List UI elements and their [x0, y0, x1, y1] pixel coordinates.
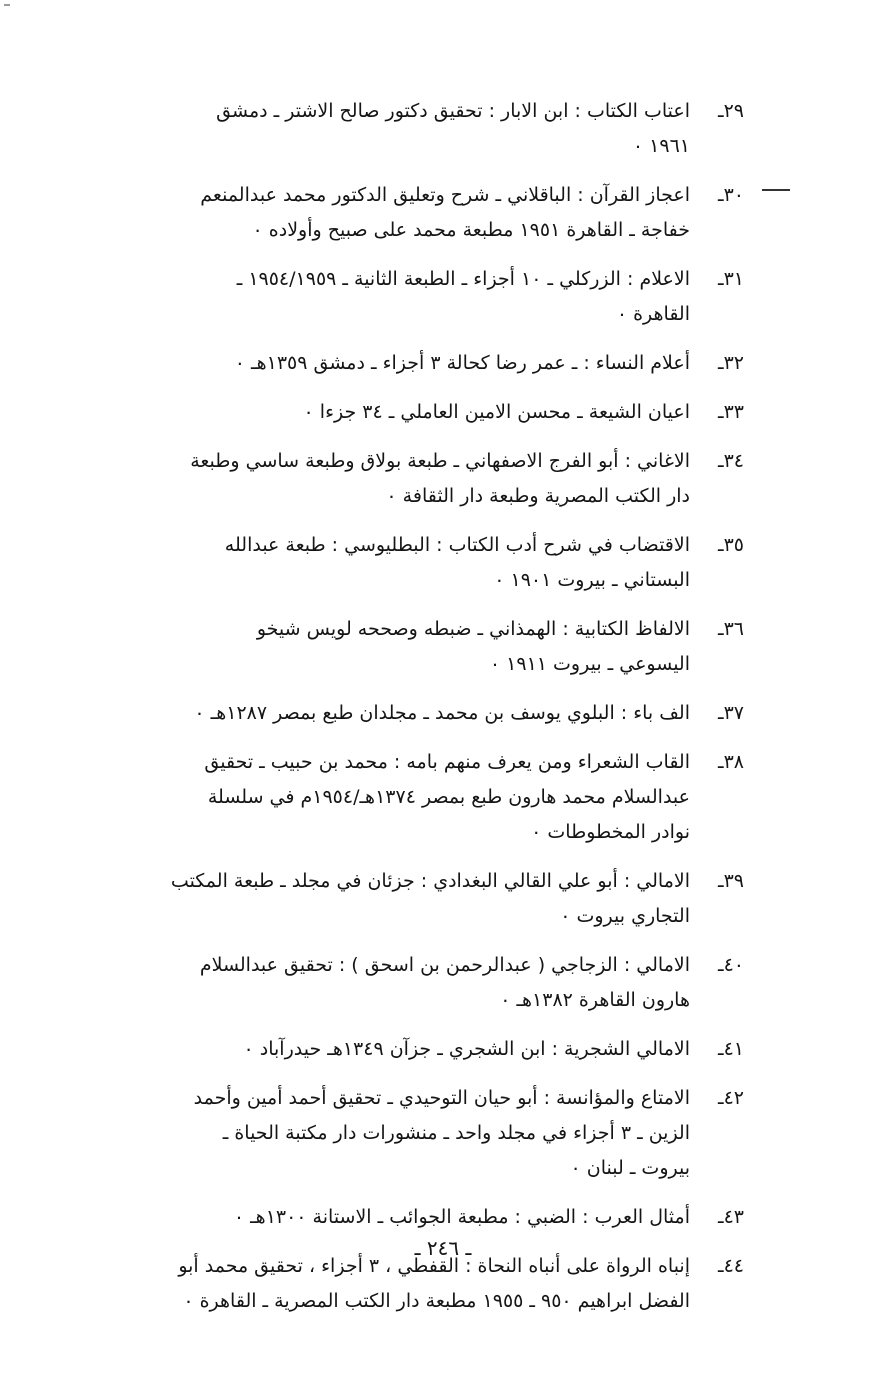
entry-line: اليسوعي ـ بيروت ١٩١١ ٠	[489, 653, 690, 675]
entry-number: ٣٢ـ	[718, 352, 744, 374]
bibliography-entry	[92, 528, 744, 598]
bibliography-entry	[92, 745, 744, 850]
scan-speck	[4, 4, 10, 6]
bibliography-entry	[92, 346, 744, 381]
bibliography-entry	[92, 696, 744, 731]
entry-line: القاب الشعراء ومن يعرف منهم بامه : محمد بن حبيب ـ تحقيق	[204, 751, 690, 773]
entry-text	[92, 864, 690, 934]
entry-line: هارون القاهرة ١٣٨٢هـ ٠	[500, 989, 690, 1011]
entry-line: أعلام النساء : ـ عمر رضا كحالة ٣ أجزاء ـ دمشق ١٣٥٩هـ ٠	[234, 352, 690, 374]
bibliography-entry	[92, 948, 744, 1018]
entry-number: ٣٩ـ	[718, 870, 744, 892]
entry-text	[92, 948, 690, 1018]
entry-text	[92, 612, 690, 682]
bibliography-entry	[92, 1032, 744, 1067]
entry-line: اعيان الشيعة ـ محسن الامين العاملي ـ ٣٤ جزءا ٠	[303, 401, 690, 423]
entry-line: التجاري بيروت ٠	[560, 905, 690, 927]
margin-mark	[762, 189, 790, 191]
entry-line: الامالي الشجرية : ابن الشجري ـ جزآن ١٣٤٩هـ حيدرآباد ٠	[243, 1038, 690, 1060]
entry-text	[92, 1081, 690, 1186]
bibliography-entry	[92, 444, 744, 514]
entry-number: ٤١ـ	[718, 1038, 744, 1060]
entry-line: الاعلام : الزركلي ـ ١٠ أجزاء ـ الطبعة الثانية ـ ١٩٥٤/١٩٥٩ ـ	[236, 268, 690, 290]
entry-line: الامتاع والمؤانسة : أبو حيان التوحيدي ـ تحقيق أحمد أمين وأحمد	[193, 1087, 690, 1109]
entry-line: دار الكتب المصرية وطبعة دار الثقافة ٠	[386, 485, 690, 507]
bibliography-entry	[92, 1200, 744, 1235]
entry-line: الفضل ابراهيم ٩٥٠ ـ ١٩٥٥ مطبعة دار الكتب المصرية ـ القاهرة ٠	[183, 1290, 690, 1312]
entry-text	[92, 444, 690, 514]
entry-line: أمثال العرب : الضبي : مطبعة الجوائب ـ الاستانة ١٣٠٠هـ ٠	[233, 1206, 690, 1228]
entry-line: بيروت ـ لبنان ٠	[570, 1157, 690, 1179]
entry-text	[92, 94, 690, 164]
entry-line: البستاني ـ بيروت ١٩٠١ ٠	[494, 569, 690, 591]
bibliography-list	[92, 94, 744, 1333]
entry-line: إنباه الرواة على أنباه النحاة : القفطي ، ٣ أجزاء ، تحقيق محمد أبو	[178, 1255, 690, 1277]
bibliography-entry	[92, 395, 744, 430]
entry-text	[92, 395, 690, 430]
entry-line: ١٩٦١ ٠	[632, 135, 690, 157]
entry-number: ٤٢ـ	[718, 1087, 744, 1109]
entry-line: عبدالسلام محمد هارون طبع بمصر ١٣٧٤هـ/١٩٥٤م في سلسلة	[207, 786, 690, 808]
bibliography-entry	[92, 178, 744, 248]
entry-line: نوادر المخطوطات ٠	[531, 821, 690, 843]
entry-line: الاقتضاب في شرح أدب الكتاب : البطليوسي : طبعة عبدالله	[224, 534, 690, 556]
entry-line: خفاجة ـ القاهرة ١٩٥١ مطبعة محمد على صبيح وأولاده ٠	[252, 219, 690, 241]
bibliography-entry	[92, 612, 744, 682]
entry-line: الامالي : أبو علي القالي البغدادي : جزئان في مجلد ـ طبعة المكتب	[170, 870, 690, 892]
entry-text	[92, 178, 690, 248]
entry-number: ٣٦ـ	[718, 618, 744, 640]
entry-line: الزين ـ ٣ أجزاء في مجلد واحد ـ منشورات دار مكتبة الحياة ـ	[222, 1122, 690, 1144]
entry-number: ٣٨ـ	[718, 751, 744, 773]
entry-text	[92, 346, 690, 381]
bibliography-entry	[92, 94, 744, 164]
entry-number: ٣٤ـ	[718, 450, 744, 472]
entry-text	[92, 1032, 690, 1067]
entry-text	[92, 528, 690, 598]
entry-number: ٤٣ـ	[718, 1206, 744, 1228]
entry-text	[92, 262, 690, 332]
entry-line: الالفاظ الكتابية : الهمذاني ـ ضبطه وصححه لويس شيخو	[256, 618, 690, 640]
entry-number: ٤٤ـ	[718, 1255, 744, 1277]
bibliography-entry	[92, 864, 744, 934]
entry-line: الاغاني : أبو الفرج الاصفهاني ـ طبعة بولاق وطبعة ساسي وطبعة	[190, 450, 690, 472]
entry-text	[92, 696, 690, 731]
entry-number: ٤٠ـ	[718, 954, 744, 976]
entry-line: اعتاب الكتاب : ابن الابار : تحقيق دكتور صالح الاشتر ـ دمشق	[216, 100, 690, 122]
entry-text	[92, 1200, 690, 1235]
entry-line: الامالي : الزجاجي ( عبدالرحمن بن اسحق ) : تحقيق عبدالسلام	[199, 954, 690, 976]
entry-number: ٢٩ـ	[718, 100, 744, 122]
page-number: ـ ٢٤٦ ـ	[414, 1236, 472, 1260]
entry-text	[92, 745, 690, 850]
entry-number: ٣٥ـ	[718, 534, 744, 556]
entry-line: القاهرة ٠	[616, 303, 690, 325]
entry-line: اعجاز القرآن : الباقلاني ـ شرح وتعليق الدكتور محمد عبدالمنعم	[200, 184, 690, 206]
bibliography-entry	[92, 262, 744, 332]
entry-line: الف باء : البلوي يوسف بن محمد ـ مجلدان طبع بمصر ١٢٨٧هـ ٠	[194, 702, 690, 724]
entry-number: ٣١ـ	[718, 268, 744, 290]
entry-number: ٣٣ـ	[718, 401, 744, 423]
entry-number: ٣٠ـ	[718, 184, 744, 206]
bibliography-entry	[92, 1081, 744, 1186]
entry-number: ٣٧ـ	[718, 702, 744, 724]
